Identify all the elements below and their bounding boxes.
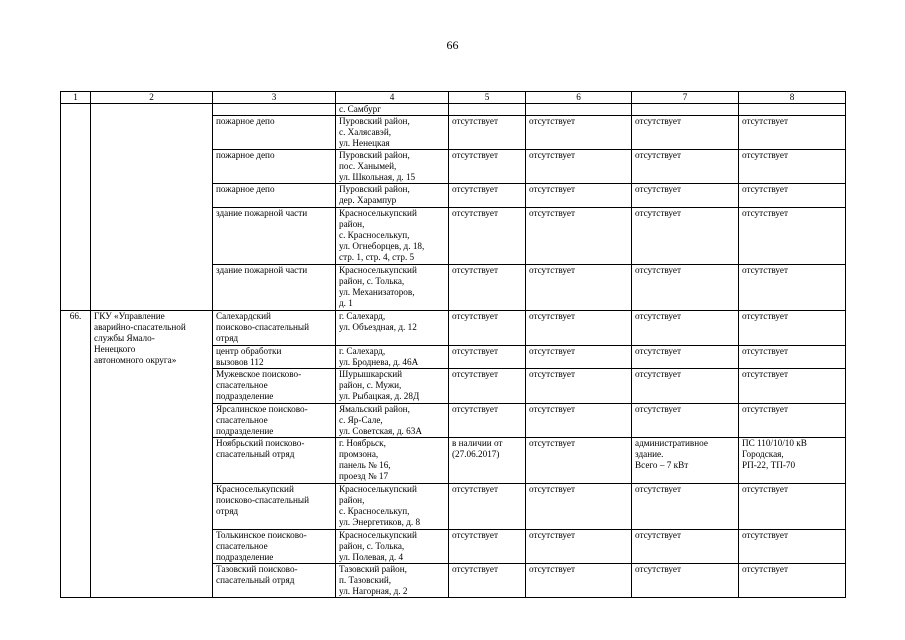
cell-line: административное (635, 438, 708, 448)
col6-cell (526, 530, 632, 564)
col6-cell (526, 404, 632, 438)
facility-name-cell (213, 369, 336, 404)
cell-line: ул. Школьная, д. 15 (339, 172, 416, 182)
cell-line: отсутствует (635, 484, 681, 494)
cell-line: Ненецкого (94, 344, 136, 354)
col5-cell (449, 404, 526, 438)
cell-line: отсутствует (529, 116, 575, 126)
cell-line: Красноселькупский (339, 208, 417, 218)
cell-line: д. 1 (339, 298, 353, 308)
cell-line: отсутствует (635, 208, 681, 218)
cell-line: Тазовский поисково- (216, 564, 298, 574)
cell-line: Красноселькупский (339, 265, 417, 275)
cell-line: отсутствует (635, 184, 681, 194)
cell-line: стр. 1, стр. 4, стр. 5 (339, 252, 415, 262)
address-cell (336, 346, 449, 369)
col8-cell (739, 184, 846, 208)
col5-cell (449, 346, 526, 369)
cell-line: ул. Нагорная, д. 2 (339, 586, 408, 596)
col7-cell (632, 438, 739, 484)
cell-line: Пуровский район, (339, 116, 410, 126)
cell-line: дер. Харампур (339, 195, 397, 205)
facility-name-cell (213, 564, 336, 598)
col5-cell (449, 438, 526, 484)
col7-cell (632, 150, 739, 184)
facility-name-cell (213, 150, 336, 184)
col5-cell (449, 564, 526, 598)
cell-line: отсутствует (742, 150, 788, 160)
col8-cell (739, 564, 846, 598)
cell-line: ПС 110/10/10 кВ (742, 438, 807, 448)
cell-line: подразделение (216, 391, 274, 401)
cell-line: с. Халясавэй, (339, 127, 392, 137)
address-cell (336, 184, 449, 208)
cell-line: здание пожарной части (216, 265, 308, 275)
col7-cell (632, 346, 739, 369)
cell-line: Пуровский район, (339, 184, 410, 194)
facility-name-cell (213, 484, 336, 530)
col8-cell (739, 150, 846, 184)
col6-cell (526, 484, 632, 530)
cell-line: отсутствует (742, 484, 788, 494)
col8-cell (739, 265, 846, 311)
column-number: 3 (213, 92, 336, 104)
facility-name-cell (213, 116, 336, 150)
col6-cell (526, 564, 632, 598)
cell-line: в наличии от (452, 438, 503, 448)
cell-line: спасательное (216, 541, 268, 551)
address-cell (336, 484, 449, 530)
cell-line: панель № 16, (339, 460, 391, 470)
col8-cell (739, 311, 846, 346)
cell-line: отсутствует (452, 116, 498, 126)
cell-line: отсутствует (635, 346, 681, 356)
organization-cell (91, 104, 213, 311)
cell-line: Толькинское поисково- (216, 530, 307, 540)
cell-line: РП-22, ТП-70 (742, 460, 796, 470)
cell-line: центр обработки (216, 346, 282, 356)
col6-cell (526, 150, 632, 184)
address-cell (336, 438, 449, 484)
col6-cell (526, 311, 632, 346)
cell-line: отсутствует (635, 404, 681, 414)
cell-line: пожарное депо (216, 184, 275, 194)
col7-cell (632, 369, 739, 404)
address-cell (336, 104, 449, 116)
cell-line: отсутствует (452, 311, 498, 321)
facility-name-cell (213, 346, 336, 369)
col5-cell (449, 184, 526, 208)
col8-cell (739, 104, 846, 116)
cell-line: отсутствует (742, 116, 788, 126)
col8-cell (739, 346, 846, 369)
cell-line: отсутствует (529, 346, 575, 356)
cell-line: отсутствует (742, 208, 788, 218)
cell-line: отсутствует (742, 265, 788, 275)
cell-line: Тазовский район, (339, 564, 407, 574)
col7-cell (632, 404, 739, 438)
cell-line: отряд (216, 333, 239, 343)
item-number-cell: 66. (61, 311, 91, 598)
cell-line: ул. Объездная, д. 12 (339, 322, 417, 332)
col7-cell (632, 184, 739, 208)
page-number: 66 (446, 38, 459, 52)
cell-line: отсутствует (452, 346, 498, 356)
col7-cell (632, 530, 739, 564)
cell-line: (27.06.2017) (452, 449, 500, 459)
cell-line: отряд (216, 506, 239, 516)
column-number: 2 (91, 92, 213, 104)
cell-line: спасательный отряд (216, 449, 295, 459)
cell-line: пожарное депо (216, 150, 275, 160)
col5-cell (449, 484, 526, 530)
col5-cell (449, 369, 526, 404)
column-number: 1 (61, 92, 91, 104)
cell-line: отсутствует (742, 369, 788, 379)
cell-line: район, (339, 495, 365, 505)
col7-cell (632, 265, 739, 311)
item-number-cell (61, 104, 91, 311)
col5-cell (449, 116, 526, 150)
table-row (61, 104, 846, 116)
column-number: 5 (449, 92, 526, 104)
cell-line: здание. (635, 449, 664, 459)
cell-line: подразделение (216, 426, 274, 436)
cell-line: отсутствует (742, 184, 788, 194)
col8-cell (739, 404, 846, 438)
cell-line: отсутствует (742, 530, 788, 540)
cell-line: спасательное (216, 380, 268, 390)
cell-line: отсутствует (529, 438, 575, 448)
facility-name-cell (213, 104, 336, 116)
cell-line: отсутствует (529, 311, 575, 321)
column-number: 8 (739, 92, 846, 104)
cell-line: здание пожарной части (216, 208, 308, 218)
cell-line: ГКУ «Управление (94, 311, 165, 321)
col6-cell (526, 104, 632, 116)
cell-line: Салехардский (216, 311, 271, 321)
cell-line: подразделение (216, 552, 274, 562)
cell-line: спасательное (216, 415, 268, 425)
col6-cell (526, 265, 632, 311)
col7-cell (632, 208, 739, 265)
facility-name-cell (213, 404, 336, 438)
col6-cell (526, 438, 632, 484)
col5-cell (449, 104, 526, 116)
cell-line: промзона, (339, 449, 379, 459)
cell-line: спасательный отряд (216, 575, 295, 585)
column-number: 6 (526, 92, 632, 104)
cell-line: отсутствует (529, 184, 575, 194)
cell-line: пос. Ханымей, (339, 161, 397, 171)
col5-cell (449, 530, 526, 564)
col5-cell (449, 208, 526, 265)
cell-line: г. Салехард, (339, 311, 386, 321)
col8-cell (739, 530, 846, 564)
cell-line: Пуровский район, (339, 150, 410, 160)
cell-line: службы Ямало- (94, 333, 155, 343)
cell-line: отсутствует (452, 208, 498, 218)
cell-line: ул. Энергетиков, д. 8 (339, 517, 421, 527)
col6-cell (526, 116, 632, 150)
facility-name-cell (213, 530, 336, 564)
cell-line: отсутствует (742, 404, 788, 414)
cell-line: отсутствует (742, 346, 788, 356)
address-cell (336, 116, 449, 150)
cell-line: отсутствует (635, 150, 681, 160)
cell-line: Мужевское поисково- (216, 369, 302, 379)
cell-line: отсутствует (529, 564, 575, 574)
address-cell (336, 311, 449, 346)
facilities-table (60, 91, 846, 598)
cell-line: Городская, (742, 449, 784, 459)
cell-line: отсутствует (452, 150, 498, 160)
cell-line: Ямальский район, (339, 404, 410, 414)
col7-cell (632, 104, 739, 116)
cell-line: проезд № 17 (339, 471, 389, 481)
cell-line: отсутствует (635, 311, 681, 321)
col7-cell (632, 564, 739, 598)
cell-line: Шурышкарский (339, 369, 403, 379)
cell-line: с. Яр-Сале, (339, 415, 383, 425)
cell-line: ул. Советская, д. 63А (339, 426, 422, 436)
address-cell (336, 404, 449, 438)
cell-line: вызовов 112 (216, 357, 264, 367)
cell-line: отсутствует (742, 564, 788, 574)
cell-line: ул. Механизаторов, (339, 287, 415, 297)
column-number-row (61, 92, 846, 104)
cell-line: отсутствует (452, 404, 498, 414)
col6-cell (526, 346, 632, 369)
cell-line: отсутствует (635, 369, 681, 379)
cell-line: отсутствует (529, 484, 575, 494)
cell-line: район, с. Мужи, (339, 380, 402, 390)
cell-line: аварийно-спасательной (94, 322, 186, 332)
col5-cell (449, 150, 526, 184)
cell-line: отсутствует (635, 530, 681, 540)
cell-line: отсутствует (742, 311, 788, 321)
cell-line: отсутствует (452, 184, 498, 194)
cell-line: отсутствует (452, 369, 498, 379)
cell-line: Ярсалинское поисково- (216, 404, 308, 414)
cell-line: район, с. Толька, (339, 276, 405, 286)
cell-line: отсутствует (452, 564, 498, 574)
cell-line: с. Красноселькуп, (339, 506, 410, 516)
col7-cell (632, 484, 739, 530)
cell-line: район, (339, 219, 365, 229)
facility-name-cell (213, 438, 336, 484)
col5-cell (449, 311, 526, 346)
address-cell (336, 564, 449, 598)
cell-line: поисково-спасательный (216, 495, 310, 505)
col8-cell (739, 484, 846, 530)
cell-line: Красноселькупский (339, 530, 417, 540)
cell-line: отсутствует (529, 150, 575, 160)
col6-cell (526, 184, 632, 208)
col7-cell (632, 311, 739, 346)
col8-cell (739, 369, 846, 404)
col6-cell (526, 208, 632, 265)
address-cell (336, 530, 449, 564)
cell-line: с. Самбург (339, 104, 381, 114)
col6-cell (526, 369, 632, 404)
facility-name-cell (213, 265, 336, 311)
cell-line: отсутствует (529, 369, 575, 379)
cell-line: отсутствует (635, 116, 681, 126)
cell-line: отсутствует (452, 530, 498, 540)
cell-line: отсутствует (452, 265, 498, 275)
address-cell (336, 150, 449, 184)
col8-cell (739, 208, 846, 265)
col5-cell (449, 265, 526, 311)
cell-line: отсутствует (452, 484, 498, 494)
table-row (61, 311, 846, 346)
cell-line: ул. Рыбацкая, д. 28Д (339, 391, 420, 401)
cell-line: отсутствует (529, 265, 575, 275)
address-cell (336, 208, 449, 265)
address-cell (336, 369, 449, 404)
facility-name-cell (213, 184, 336, 208)
organization-cell (91, 311, 213, 598)
cell-line: поисково-спасательный (216, 322, 310, 332)
cell-line: ул. Броднева, д. 46А (339, 357, 419, 367)
cell-line: район, с. Толька, (339, 541, 405, 551)
cell-line: Красноселькупский (216, 484, 294, 494)
cell-line: п. Тазовский, (339, 575, 392, 585)
cell-line: отсутствует (529, 530, 575, 540)
col7-cell (632, 116, 739, 150)
cell-line: г. Салехард, (339, 346, 386, 356)
cell-line: отсутствует (635, 564, 681, 574)
column-number: 4 (336, 92, 449, 104)
facility-name-cell (213, 208, 336, 265)
cell-line: ул. Огнеборцев, д. 18, (339, 241, 425, 251)
cell-line: с. Красноселькуп, (339, 230, 410, 240)
col8-cell (739, 438, 846, 484)
cell-line: Красноселькупский (339, 484, 417, 494)
cell-line: отсутствует (529, 404, 575, 414)
address-cell (336, 265, 449, 311)
col8-cell (739, 116, 846, 150)
cell-line: пожарное депо (216, 116, 275, 126)
column-number: 7 (632, 92, 739, 104)
cell-line: ул. Ненецкая (339, 138, 390, 148)
cell-line: ул. Полевая, д. 4 (339, 552, 404, 562)
cell-line: Всего – 7 кВт (635, 460, 689, 470)
cell-line: отсутствует (529, 208, 575, 218)
cell-line: Ноябрьский поисково- (216, 438, 305, 448)
cell-line: отсутствует (635, 265, 681, 275)
facility-name-cell (213, 311, 336, 346)
cell-line: автономного округа» (94, 355, 177, 365)
cell-line: г. Ноябрьск, (339, 438, 386, 448)
